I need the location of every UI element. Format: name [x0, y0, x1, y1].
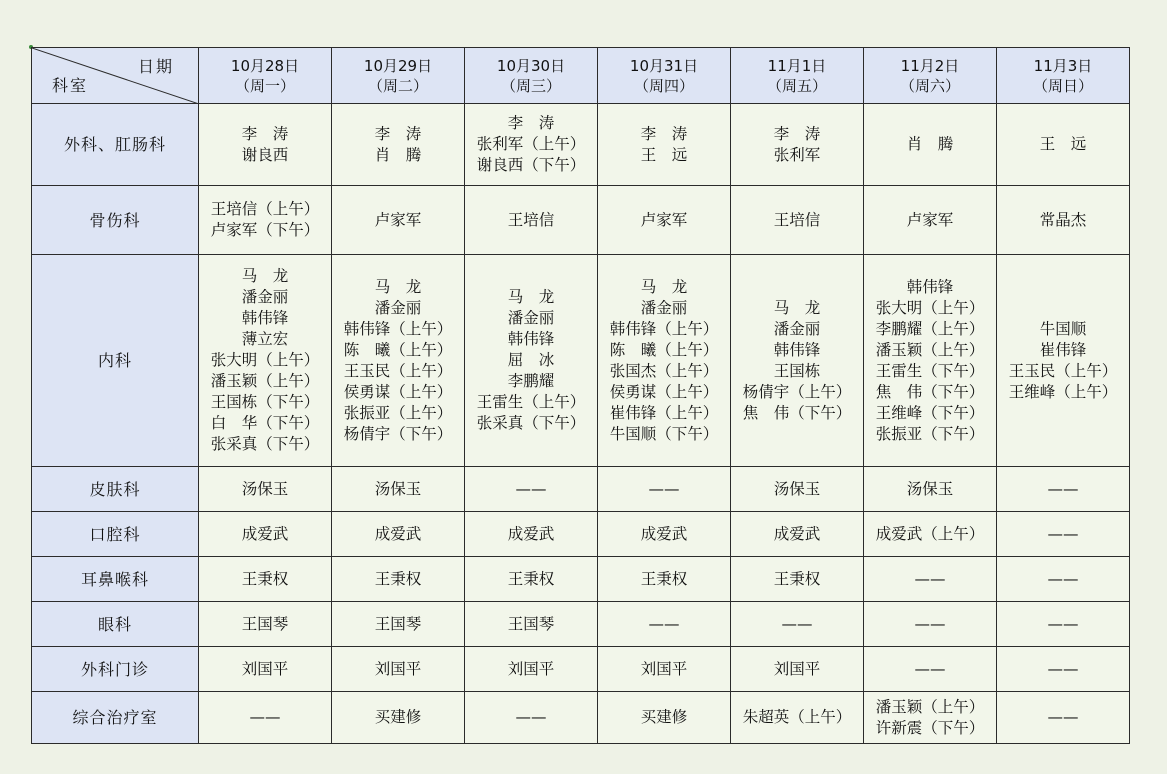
schedule-cell: [598, 557, 731, 602]
schedule-cell: [864, 186, 997, 255]
schedule-cell: [864, 255, 997, 467]
header-row: [32, 48, 1130, 104]
duty-schedule-table: [31, 47, 1130, 744]
doctor-name: 潘金丽: [773, 319, 821, 338]
doctor-name: 王 远: [640, 145, 688, 164]
doctor-name: 张大明（上午）: [210, 351, 320, 369]
schedule-cell: [465, 512, 598, 557]
schedule-cell: [731, 255, 864, 467]
doctor-name: 牛国顺: [1039, 319, 1087, 338]
doctor-name: 张利军: [773, 145, 821, 164]
table-row: [32, 692, 1130, 744]
doctor-name: 王国琴: [241, 614, 289, 633]
doctor-name: ——: [914, 569, 946, 588]
schedule-cell: [199, 557, 332, 602]
doctor-name: 潘金丽: [374, 298, 422, 317]
corner-header-cell: [32, 48, 199, 104]
doctor-name: ——: [1047, 708, 1079, 726]
schedule-cell: [864, 467, 997, 512]
schedule-cell: [199, 692, 332, 744]
doctor-name: 王雷生（上午）: [476, 393, 586, 411]
department-cell: 外科、肛肠科: [32, 104, 199, 186]
schedule-cell: [997, 557, 1130, 602]
schedule-cell: [199, 647, 332, 692]
schedule-cell: [465, 255, 598, 467]
doctor-name: 李 涛: [374, 124, 422, 143]
weekday-label: （周三）: [500, 76, 561, 95]
doctor-name: 刘国平: [640, 659, 688, 678]
department-cell: 骨伤科: [32, 186, 199, 255]
doctor-name: 张国杰（上午）: [609, 361, 719, 380]
doctor-name: 王国琴: [507, 614, 555, 633]
table-row: [32, 255, 1130, 467]
schedule-cell: [199, 467, 332, 512]
schedule-cell: [199, 512, 332, 557]
schedule-cell: [997, 512, 1130, 557]
doctor-name: 王维峰（上午）: [1008, 382, 1118, 401]
date-label: 10月30日: [496, 56, 566, 75]
schedule-cell: [332, 647, 465, 692]
doctor-name: 马 龙: [640, 277, 688, 296]
schedule-cell: [332, 467, 465, 512]
doctor-name: 王秉权: [241, 569, 289, 588]
schedule-cell: [199, 602, 332, 647]
doctor-name: 许新震（下午）: [875, 718, 985, 737]
doctor-name: 李鹏耀（上午）: [875, 319, 985, 338]
doctor-name: 张振亚（上午）: [343, 403, 453, 422]
doctor-name: ——: [1047, 614, 1079, 633]
doctor-name: 王培信（上午）: [210, 200, 320, 218]
doctor-name: 成爱武: [507, 524, 555, 543]
schedule-cell: [598, 602, 731, 647]
schedule-cell: [997, 602, 1130, 647]
doctor-name: 李 涛: [640, 124, 688, 143]
doctor-name: 白 华（下午）: [210, 414, 320, 432]
department-cell: 内科: [32, 255, 199, 467]
doctor-name: 买建修: [374, 708, 422, 726]
schedule-cell: [332, 557, 465, 602]
schedule-cell: [465, 104, 598, 186]
doctor-name: 张利军（上午）: [476, 135, 586, 153]
date-label: 10月28日: [230, 56, 300, 75]
doctor-name: 马 龙: [773, 298, 821, 317]
doctor-name: 陈 曦（上午）: [609, 340, 719, 359]
doctor-name: 侯勇谋（上午）: [343, 382, 453, 401]
schedule-cell: [465, 647, 598, 692]
doctor-name: 汤保玉: [241, 479, 289, 498]
doctor-name: 崔伟锋（上午）: [609, 403, 719, 422]
doctor-name: ——: [781, 614, 813, 633]
schedule-cell: [598, 186, 731, 255]
doctor-name: 屈 冰: [507, 351, 555, 369]
doctor-name: 王培信: [507, 210, 555, 229]
doctor-name: 常晶杰: [1039, 210, 1087, 229]
schedule-cell: [332, 602, 465, 647]
corner-date-label: 日期: [137, 57, 174, 76]
schedule-cell: [731, 602, 864, 647]
schedule-cell: [864, 647, 997, 692]
schedule-cell: [997, 104, 1130, 186]
doctor-name: ——: [515, 479, 547, 498]
doctor-name: 李鹏耀: [507, 372, 555, 390]
doctor-name: 韩伟锋: [773, 340, 821, 359]
doctor-name: 杨倩宇（下午）: [343, 424, 453, 443]
schedule-cell: [864, 557, 997, 602]
schedule-cell: [731, 692, 864, 744]
doctor-name: 韩伟锋: [507, 330, 555, 348]
doctor-name: 焦 伟（下午）: [742, 403, 852, 422]
doctor-name: 潘玉颖（上午）: [875, 340, 985, 359]
doctor-name: 马 龙: [507, 288, 555, 306]
doctor-name: 潘玉颖（上午）: [875, 697, 985, 716]
doctor-name: 崔伟锋: [1039, 340, 1087, 359]
doctor-name: ——: [1047, 569, 1079, 588]
date-header-tue: [332, 48, 465, 104]
schedule-cell: [997, 255, 1130, 467]
weekday-label: （周日）: [1032, 76, 1093, 95]
schedule-cell: [199, 186, 332, 255]
table-row: [32, 647, 1130, 692]
doctor-name: 杨倩宇（上午）: [742, 382, 852, 401]
doctor-name: 马 龙: [241, 267, 289, 285]
doctor-name: 王秉权: [507, 569, 555, 588]
table-row: [32, 467, 1130, 512]
doctor-name: 肖 腾: [906, 135, 954, 153]
schedule-cell: [731, 512, 864, 557]
table-row: [32, 512, 1130, 557]
doctor-name: 王维峰（下午）: [875, 403, 985, 422]
schedule-cell: [997, 467, 1130, 512]
schedule-cell: [864, 692, 997, 744]
schedule-cell: [465, 467, 598, 512]
doctor-name: 潘金丽: [241, 288, 289, 306]
doctor-name: ——: [1047, 659, 1079, 678]
schedule-cell: [864, 512, 997, 557]
table-row: [32, 602, 1130, 647]
schedule-cell: [199, 255, 332, 467]
doctor-name: 张大明（上午）: [875, 298, 985, 317]
table-row: [32, 186, 1130, 255]
doctor-name: 刘国平: [773, 659, 821, 678]
doctor-name: 成爱武: [640, 524, 688, 543]
doctor-name: 王 远: [1039, 135, 1087, 153]
weekday-label: （周五）: [766, 76, 827, 95]
date-label: 11月1日: [767, 56, 827, 75]
schedule-cell: [465, 186, 598, 255]
table-row: [32, 557, 1130, 602]
date-header-fri: [731, 48, 864, 104]
schedule-cell: [598, 104, 731, 186]
schedule-cell: [731, 104, 864, 186]
doctor-name: 汤保玉: [773, 479, 821, 498]
department-cell: 外科门诊: [32, 647, 199, 692]
doctor-name: ——: [249, 708, 281, 726]
doctor-name: 王玉民（上午）: [343, 361, 453, 380]
doctor-name: 潘玉颖（上午）: [210, 372, 320, 390]
schedule-cell: [731, 647, 864, 692]
date-header-mon: [199, 48, 332, 104]
doctor-name: ——: [1047, 524, 1079, 543]
doctor-name: 李 涛: [507, 114, 555, 132]
date-header-sun: [997, 48, 1130, 104]
doctor-name: 成爱武: [374, 524, 422, 543]
weekday-label: （周四）: [633, 76, 694, 95]
schedule-cell: [332, 186, 465, 255]
schedule-cell: [731, 467, 864, 512]
doctor-name: 成爱武: [241, 524, 289, 543]
schedule-cell: [598, 467, 731, 512]
schedule-cell: [997, 647, 1130, 692]
schedule-cell: [465, 692, 598, 744]
schedule-cell: [731, 557, 864, 602]
doctor-name: 牛国顺（下午）: [609, 424, 719, 443]
schedule-cell: [199, 104, 332, 186]
doctor-name: 李 涛: [773, 124, 821, 143]
schedule-cell: [598, 512, 731, 557]
doctor-name: 成爱武: [773, 524, 821, 543]
date-header-sat: [864, 48, 997, 104]
doctor-name: 张采真（下午）: [210, 435, 320, 453]
doctor-name: 王国琴: [374, 614, 422, 633]
date-label: 10月29日: [363, 56, 433, 75]
doctor-name: 韩伟锋（上午）: [343, 319, 453, 338]
corner-dept-label: 科室: [52, 76, 89, 95]
doctor-name: 汤保玉: [374, 479, 422, 498]
doctor-name: 李 涛: [241, 124, 289, 143]
doctor-name: 侯勇谋（上午）: [609, 382, 719, 401]
schedule-cell: [864, 104, 997, 186]
doctor-name: 韩伟锋: [241, 309, 289, 327]
doctor-name: 张采真（下午）: [476, 414, 586, 432]
doctor-name: ——: [648, 614, 680, 633]
doctor-name: 卢家军（下午）: [210, 221, 320, 239]
schedule-cell: [465, 602, 598, 647]
schedule-cell: [598, 692, 731, 744]
schedule-cell: [598, 255, 731, 467]
weekday-label: （周六）: [899, 76, 960, 95]
department-cell: 综合治疗室: [32, 692, 199, 744]
doctor-name: ——: [648, 479, 680, 498]
date-header-wed: [465, 48, 598, 104]
department-cell: 皮肤科: [32, 467, 199, 512]
doctor-name: 谢良西（下午）: [476, 156, 586, 174]
schedule-cell: [997, 692, 1130, 744]
schedule-cell: [864, 602, 997, 647]
doctor-name: 王国栋（下午）: [210, 393, 320, 411]
doctor-name: ——: [914, 614, 946, 633]
doctor-name: 卢家军: [374, 210, 422, 229]
doctor-name: 王培信: [773, 210, 821, 229]
doctor-name: 肖 腾: [374, 145, 422, 164]
doctor-name: 薄立宏: [241, 330, 289, 348]
doctor-name: 谢良西: [241, 145, 289, 164]
table-body: [32, 48, 1130, 744]
doctor-name: 卢家军: [906, 210, 954, 229]
doctor-name: ——: [914, 659, 946, 678]
doctor-name: 王雷生（下午）: [875, 361, 985, 380]
doctor-name: 陈 曦（上午）: [343, 340, 453, 359]
doctor-name: 张振亚（下午）: [875, 424, 985, 443]
schedule-cell: [997, 186, 1130, 255]
doctor-name: 王秉权: [773, 569, 821, 588]
doctor-name: 焦 伟（下午）: [875, 382, 985, 401]
doctor-name: 韩伟锋: [906, 277, 954, 296]
doctor-name: 刘国平: [374, 659, 422, 678]
date-header-thu: [598, 48, 731, 104]
schedule-cell: [731, 186, 864, 255]
doctor-name: 汤保玉: [906, 479, 954, 498]
department-cell: 口腔科: [32, 512, 199, 557]
doctor-name: 王国栋: [773, 361, 821, 380]
doctor-name: 韩伟锋（上午）: [609, 319, 719, 338]
schedule-cell: [598, 647, 731, 692]
doctor-name: ——: [515, 708, 547, 726]
schedule-cell: [332, 104, 465, 186]
schedule-cell: [332, 692, 465, 744]
doctor-name: 潘金丽: [507, 309, 555, 327]
doctor-name: 马 龙: [374, 277, 422, 296]
doctor-name: 潘金丽: [640, 298, 688, 317]
doctor-name: 王秉权: [374, 569, 422, 588]
schedule-cell: [332, 512, 465, 557]
doctor-name: 朱超英（上午）: [742, 708, 852, 726]
doctor-name: 刘国平: [241, 659, 289, 678]
doctor-name: 刘国平: [507, 659, 555, 678]
doctor-name: ——: [1047, 479, 1079, 498]
doctor-name: 买建修: [640, 708, 688, 726]
weekday-label: （周一）: [234, 76, 295, 95]
table-row: [32, 104, 1130, 186]
doctor-name: 成爱武（上午）: [875, 524, 985, 543]
date-label: 11月3日: [1033, 56, 1093, 75]
date-label: 11月2日: [900, 56, 960, 75]
schedule-cell: [332, 255, 465, 467]
weekday-label: （周二）: [367, 76, 428, 95]
department-cell: 眼科: [32, 602, 199, 647]
doctor-name: 王秉权: [640, 569, 688, 588]
date-label: 10月31日: [629, 56, 699, 75]
doctor-name: 卢家军: [640, 210, 688, 229]
department-cell: 耳鼻喉科: [32, 557, 199, 602]
schedule-cell: [465, 557, 598, 602]
doctor-name: 王玉民（上午）: [1008, 361, 1118, 380]
